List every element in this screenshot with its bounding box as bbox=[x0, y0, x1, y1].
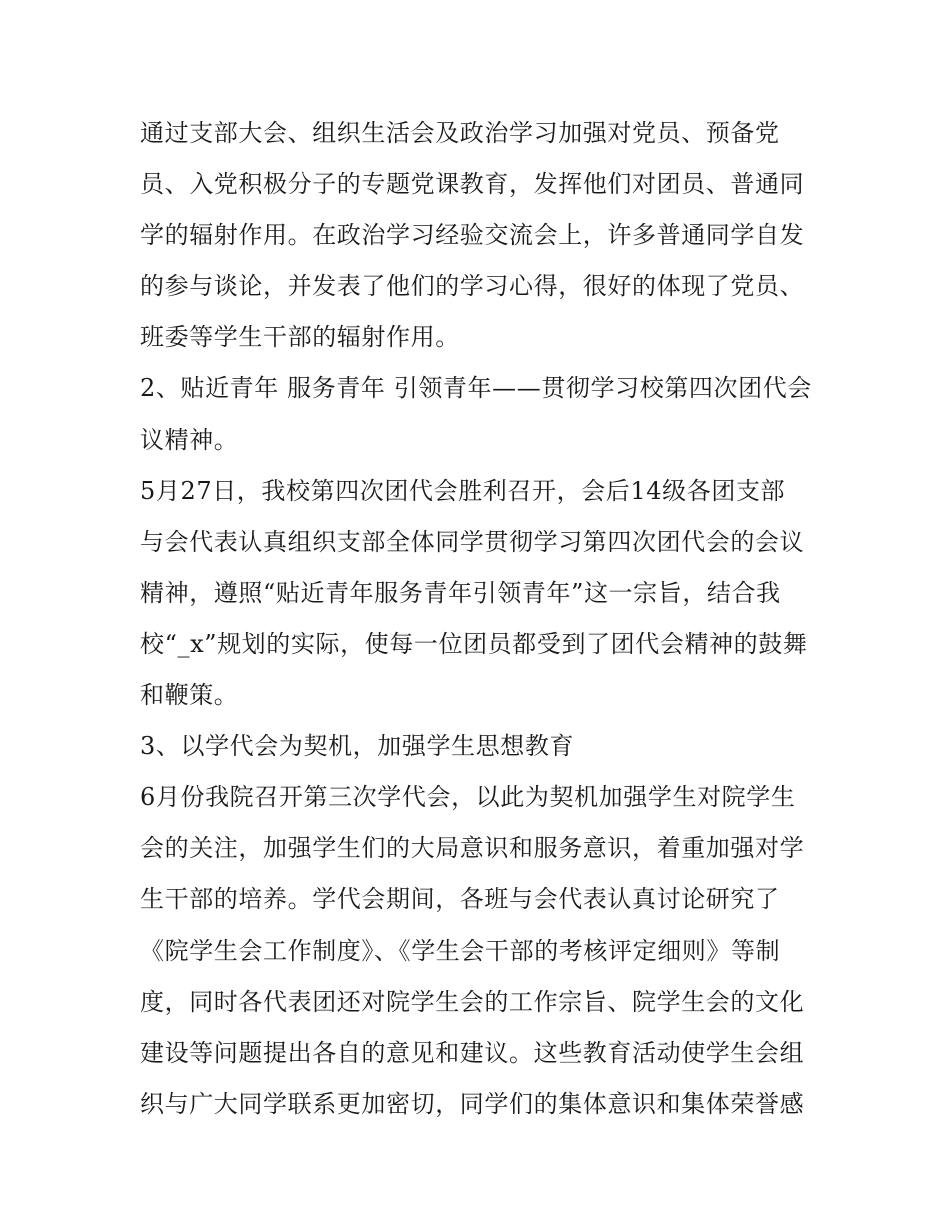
text-line: 织与广大同学联系更加密切，同学们的集体意识和集体荣誉感 bbox=[140, 1089, 805, 1118]
text-line: 生干部的培养。学代会期间，各班与会代表认真讨论研究了 bbox=[140, 885, 780, 914]
text-line: 6月份我院召开第三次学代会，以此为契机加强学生对院学生 bbox=[140, 783, 796, 812]
text-line: 会的关注，加强学生们的大局意识和服务意识，着重加强对学 bbox=[140, 834, 805, 863]
section-heading-2: 2、贴近青年 服务青年 引领青年——贯彻学习校第四次团代会 bbox=[140, 374, 812, 403]
text-line: 《院学生会工作制度》、《学生会干部的考核评定细则》等制 bbox=[140, 936, 781, 965]
text-line: 精神，遵照“贴近青年服务青年引领青年”这一宗旨，结合我 bbox=[140, 578, 781, 607]
text-line: 5月27日，我校第四次团代会胜利召开，会后14级各团支部 bbox=[140, 476, 786, 505]
text-line: 和鞭策。 bbox=[140, 681, 239, 710]
text-line: 学的辐射作用。在政治学习经验交流会上，许多普通同学自发 bbox=[140, 221, 805, 250]
body-text bbox=[140, 108, 820, 1130]
text-line: 通过支部大会、组织生活会及政治学习加强对党员、预备党 bbox=[140, 119, 780, 147]
text-line: 与会代表认真组织支部全体同学贯彻学习第四次团代会的会议 bbox=[140, 527, 805, 556]
text-line: 班委等学生干部的辐射作用。 bbox=[140, 323, 460, 352]
text-line: 议精神。 bbox=[140, 425, 239, 454]
section-heading-3: 3、以学代会为契机，加强学生思想教育 bbox=[140, 732, 575, 761]
text-line: 员、入党积极分子的专题党课教育，发挥他们对团员、普通同 bbox=[140, 170, 805, 199]
text-line: 建设等问题提出各自的意见和建议。这些教育活动使学生会组 bbox=[140, 1038, 805, 1067]
text-line: 的参与谈论，并发表了他们的学习心得，很好的体现了党员、 bbox=[140, 272, 805, 301]
text-line: 度，同时各代表团还对院学生会的工作宗旨、院学生会的文化 bbox=[140, 987, 805, 1016]
text-line: 校“_x”规划的实际，使每一位团员都受到了团代会精神的鼓舞 bbox=[140, 629, 808, 658]
